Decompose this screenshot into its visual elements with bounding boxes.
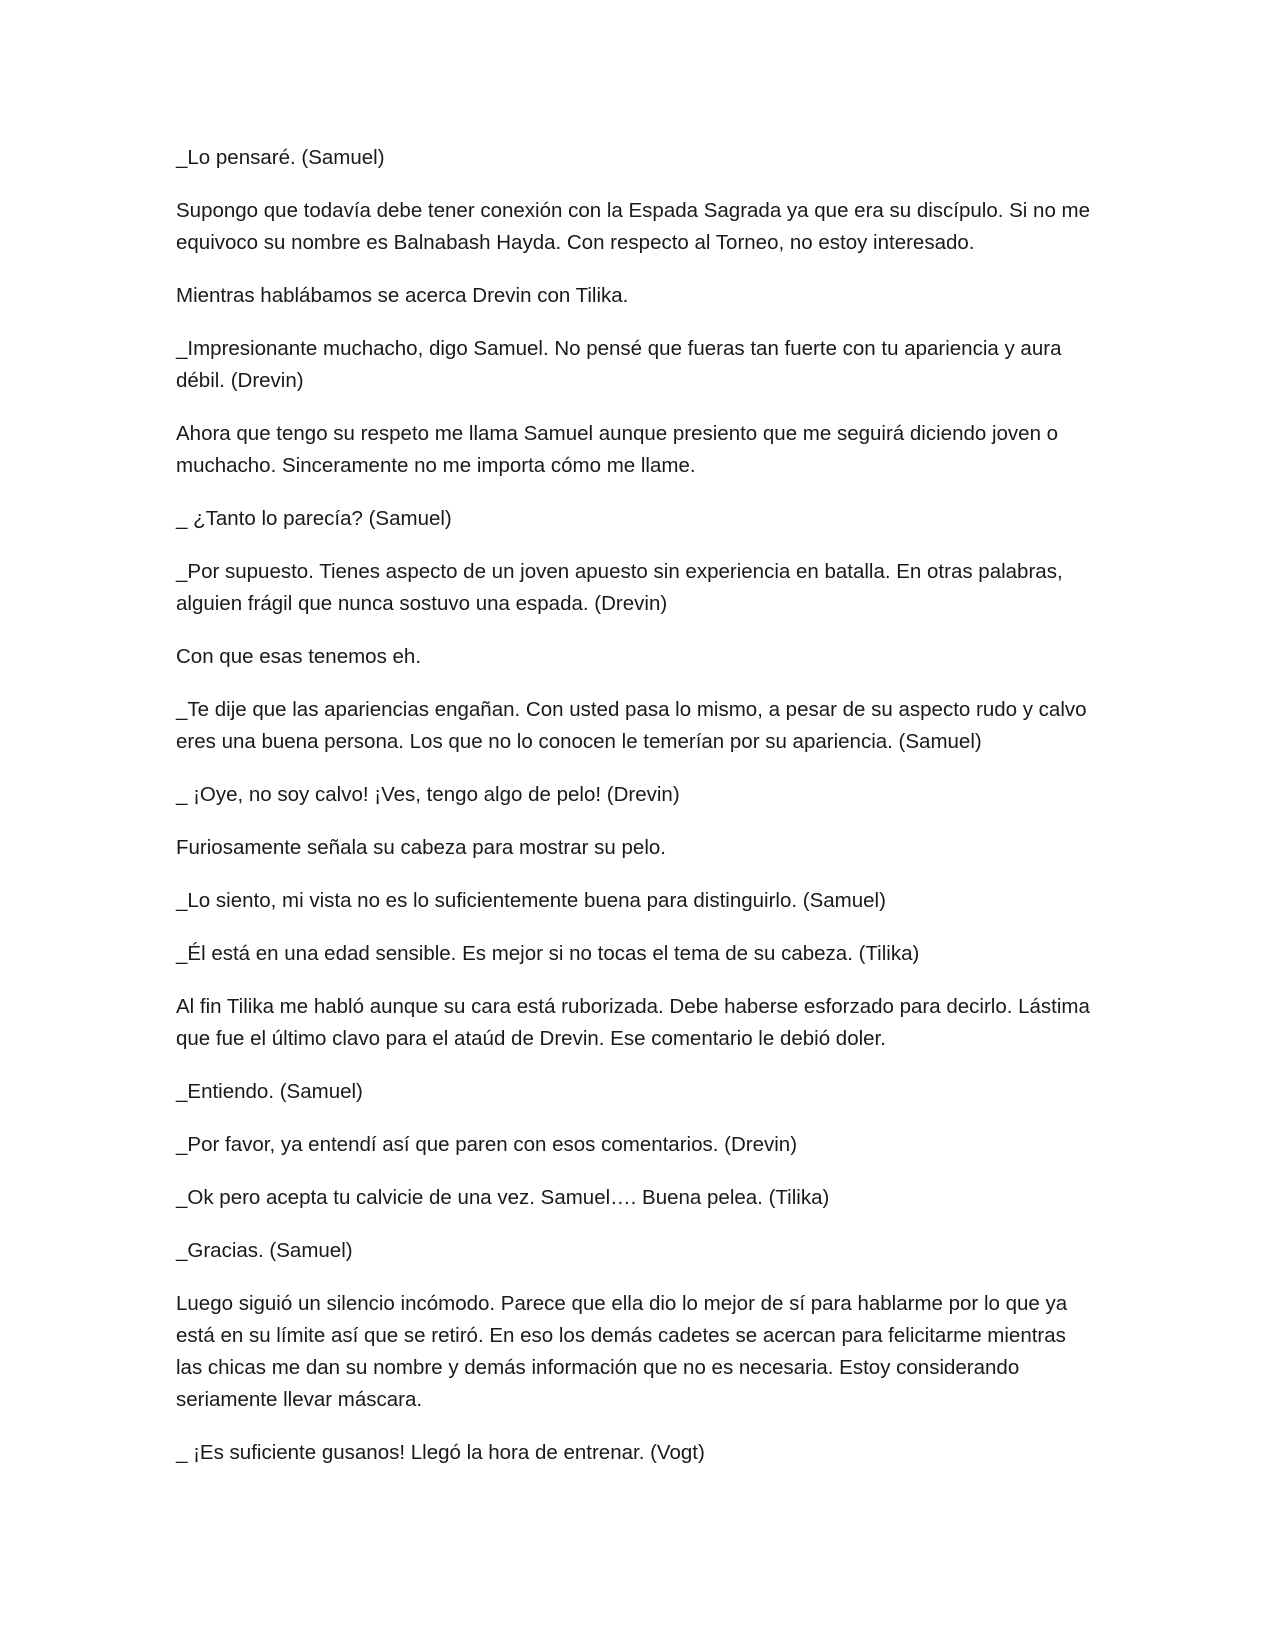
paragraph: _Lo siento, mi vista no es lo suficientemente buena para distinguirlo. (Samuel) bbox=[176, 889, 886, 912]
paragraph: Luego siguió un silencio incómodo. Parece que ella dio lo mejor de sí para hablarme por lo que ya está en su límite así que se retiró. En eso los demás cadetes se acercan para felicitarme mientras las chicas me dan su nombre y demás información que no es necesaria. Estoy considerando seriamente llevar máscara. bbox=[176, 1292, 1068, 1411]
paragraph: Ahora que tengo su respeto me llama Samuel aunque presiento que me seguirá diciendo joven o muchacho. Sinceramente no me importa cómo me llame. bbox=[176, 422, 1059, 477]
paragraph: _Te dije que las apariencias engañan. Con usted pasa lo mismo, a pesar de su aspecto rudo y calvo eres una buena persona. Los que no lo conocen le temerían por su apariencia. (Samuel) bbox=[176, 698, 1087, 753]
paragraph: Furiosamente señala su cabeza para mostrar su pelo. bbox=[176, 836, 666, 859]
paragraph: _Él está en una edad sensible. Es mejor si no tocas el tema de su cabeza. (Tilika) bbox=[176, 942, 920, 965]
paragraph: _Entiendo. (Samuel) bbox=[176, 1080, 363, 1103]
paragraph: _Por favor, ya entendí así que paren con esos comentarios. (Drevin) bbox=[176, 1133, 798, 1156]
document-body bbox=[176, 142, 1096, 1490]
paragraph: _ ¡Es suficiente gusanos! Llegó la hora de entrenar. (Vogt) bbox=[176, 1441, 705, 1464]
paragraph: _Gracias. (Samuel) bbox=[176, 1239, 353, 1262]
paragraph: _Lo pensaré. (Samuel) bbox=[176, 146, 385, 169]
paragraph: Supongo que todavía debe tener conexión con la Espada Sagrada ya que era su discípulo. Si no me equivoco su nombre es Balnabash Hayda. Con respecto al Torneo, no estoy interesado. bbox=[176, 199, 1091, 254]
paragraph: _Por supuesto. Tienes aspecto de un joven apuesto sin experiencia en batalla. En otras palabras, alguien frágil que nunca sostuvo una espada. (Drevin) bbox=[176, 560, 1063, 615]
paragraph: _Ok pero acepta tu calvicie de una vez. Samuel…. Buena pelea. (Tilika) bbox=[176, 1186, 830, 1209]
paragraph: _ ¿Tanto lo parecía? (Samuel) bbox=[176, 507, 452, 530]
paragraph: _ ¡Oye, no soy calvo! ¡Ves, tengo algo de pelo! (Drevin) bbox=[176, 783, 680, 806]
paragraph: Al fin Tilika me habló aunque su cara está ruborizada. Debe haberse esforzado para decirlo. Lástima que fue el último clavo para el ataúd de Drevin. Ese comentario le debió doler. bbox=[176, 995, 1090, 1050]
paragraph: Con que esas tenemos eh. bbox=[176, 645, 422, 668]
paragraph: _Impresionante muchacho, digo Samuel. No pensé que fueras tan fuerte con tu apariencia y aura débil. (Drevin) bbox=[176, 337, 1062, 392]
paragraph: Mientras hablábamos se acerca Drevin con Tilika. bbox=[176, 284, 629, 307]
